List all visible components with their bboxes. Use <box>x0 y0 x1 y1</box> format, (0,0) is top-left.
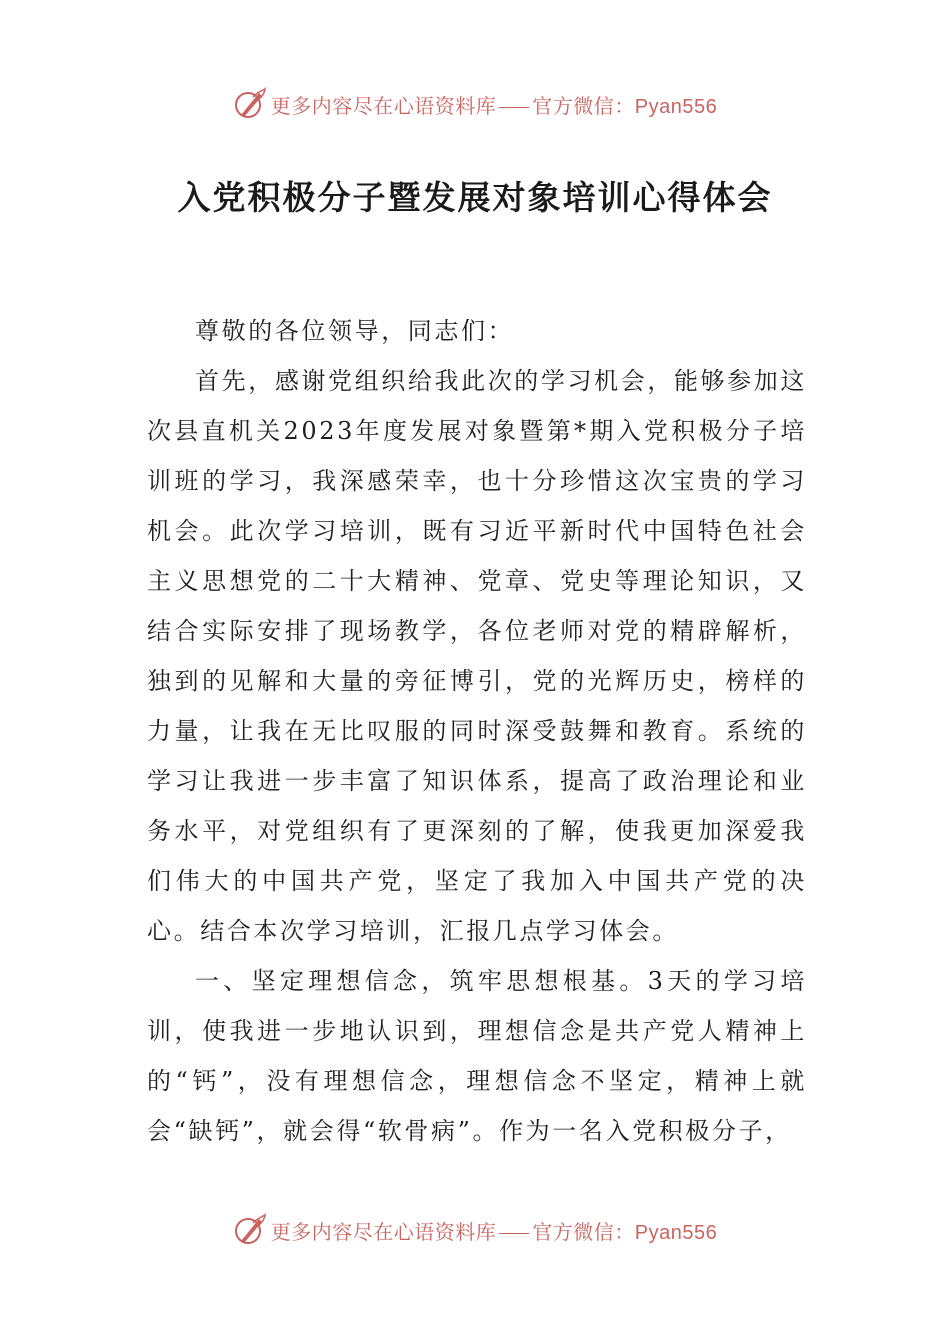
watermark-text <box>271 1216 717 1245</box>
watermark-suffix: 官方微信： <box>532 1219 635 1244</box>
paragraph: 首先，感谢党组织给我此次的学习机会，能够参加这次县直机关2023年度发展对象暨第*期入党积极分子培训班的学习，我深感荣幸，也十分珍惜这次宝贵的学习机会。此次学习培训，既有习近平新时代中国特色社会主义思想党的二十大精神、党章、党史等理论知识，又结合实际安排了现场教学，各位老师对党的精辟解析，独到的见解和大量的旁征博引，党的光辉历史，榜样的力量，让我在无比叹服的同时深受鼓舞和教育。系统的学习让我进一步丰富了知识体系，提高了政治理论和业务水平，对党组织有了更深刻的了解，使我更加深爱我们伟大的中国共产党，坚定了我加入中国共产党的决心。结合本次学习培训，汇报几点学习体会。 <box>147 367 807 945</box>
watermark-text <box>271 90 717 119</box>
watermark-dash <box>499 107 529 108</box>
watermark-prefix: 更多内容尽在心语资料库 <box>270 93 497 118</box>
footer-watermark <box>0 1210 950 1250</box>
watermark-prefix: 更多内容尽在心语资料库 <box>270 1219 497 1244</box>
salutation: 尊敬的各位领导，同志们： <box>195 317 515 345</box>
watermark-wechat-id: Pyan556 <box>634 1221 718 1244</box>
watermark-dash <box>499 1233 529 1234</box>
quill-pen-icon <box>233 87 267 121</box>
document-title: 入党积极分子暨发展对象培训心得体会 <box>177 178 773 217</box>
quill-pen-icon <box>233 1213 267 1247</box>
document-body <box>147 306 807 1156</box>
header-watermark <box>0 84 950 124</box>
watermark-wechat-id: Pyan556 <box>634 95 718 118</box>
watermark-suffix: 官方微信： <box>532 93 635 118</box>
paragraph: 一、坚定理想信念，筑牢思想根基。3天的学习培训，使我进一步地认识到，理想信念是共产党人精神上的“钙”，没有理想信念，理想信念不坚定，精神上就会“缺钙”，就会得“软骨病”。作为一名入党积极分子， <box>147 967 807 1145</box>
